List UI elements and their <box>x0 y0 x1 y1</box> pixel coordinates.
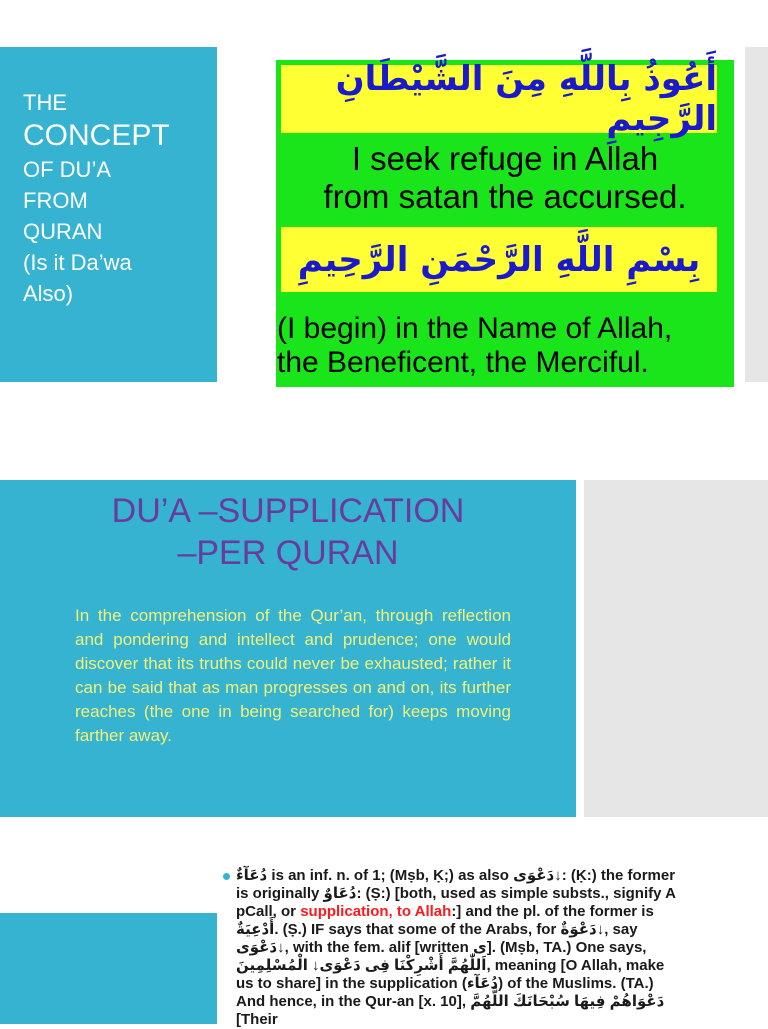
translation-line: (I begin) in the Name of Allah, <box>277 312 673 345</box>
title-line: FROM <box>23 188 88 213</box>
bullet-icon <box>223 873 230 880</box>
slide1-edge-strip <box>745 47 768 382</box>
translation-line: I seek refuge in Allah <box>351 140 659 177</box>
bullet-text-start: دُعَآءٌ is an inf. n. of 1; (Mṣb, Ḳ;) as also دَعْوَى↓: (Ḳ:) the former is originally دُعَاوٌ: (Ṣ:) [both, used as simple substs., signify A pCall, or <box>236 867 676 920</box>
slide2-edge-strip <box>584 480 768 817</box>
arabic-taawwudh: أَعُوذُ بِاللَّهِ مِنَ الشَّيْطَانِ الرَّجِيمِ <box>335 59 717 139</box>
slide2-title <box>0 490 576 574</box>
arabic-band-basmala <box>281 227 717 292</box>
title-line-concept: CONCEPT <box>23 119 170 152</box>
title-line: Also) <box>23 281 74 306</box>
slide3-title-panel <box>0 913 217 1024</box>
slide3-bullet-item <box>236 867 680 1029</box>
slide1-title <box>23 87 170 309</box>
bullet-text-end: :] and the pl. of the former is أَدْعِيَةٌ. (Ṣ.) IF says that some of the Arabs, for دَعْوَةٌ↓, say دَعْوَى↓, with the fem. alif [written ى]. (Mṣb, TA.) One says, اَللّٰهُمَّ أَشْرِكْنَا فِى دَعْوَى↓ الْمُسْلِمِينَ, meaning [O Allah, make us to share] in the supplication (دُعَآء) of the Muslims. (TA.) And hence, in the Qur-an [x. 10], دَعْوَاهُمْ فِيهَا سُبْحَانَكَ اللَّهُمَّ [Their <box>236 903 665 1028</box>
title-line: (Is it Da’wa <box>23 250 132 275</box>
title-line: QURAN <box>23 219 103 244</box>
slide2-title-line: –PER QURAN <box>177 534 399 572</box>
arabic-basmala: بِسْمِ اللَّهِ الرَّحْمَنِ الرَّحِيمِ <box>297 239 701 280</box>
translation-line: the Beneficent, the Merciful. <box>277 346 649 379</box>
arabic-band-taawwudh <box>281 59 717 139</box>
translation-line: from satan the accursed. <box>323 178 687 215</box>
translation-basmala <box>277 312 735 380</box>
title-line: THE <box>23 90 67 115</box>
title-line: OF DU’A <box>23 157 111 182</box>
slide1-title-panel <box>0 47 217 382</box>
bullet-highlight: supplication, to Allah <box>300 903 452 920</box>
slide2-body: In the comprehension of the Qur’an, through reflection and pondering and intellect and prudence; one would discover that its truths could never be exhausted; rather it can be said that as man progresses on and on, its further reaches (the one in being searched for) keeps moving farther away. <box>75 606 511 745</box>
slide2-title-line: DU’A –SUPPLICATION <box>111 492 465 530</box>
translation-taawwudh <box>276 140 734 216</box>
